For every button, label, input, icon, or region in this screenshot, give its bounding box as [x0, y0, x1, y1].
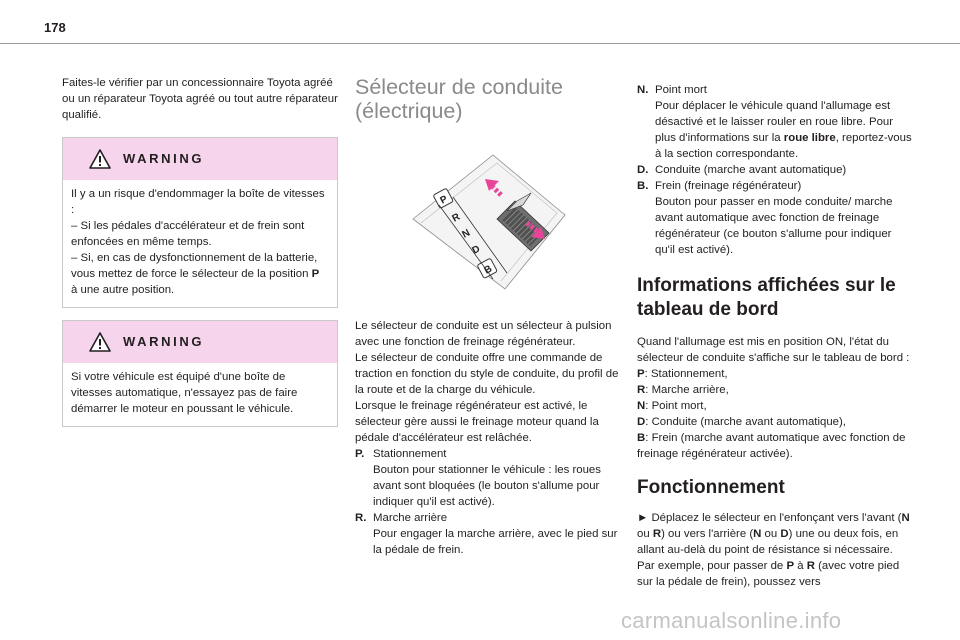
warning-title: WARNING [123, 334, 205, 349]
gear-selector-illustration [393, 147, 583, 297]
definition-D: D. Conduite (marche avant automatique) [637, 164, 847, 176]
column-right [637, 82, 913, 590]
warning-header [63, 321, 337, 363]
info-item: N: Point mort, [637, 400, 707, 412]
info-item: D: Conduite (marche avant automatique), [637, 416, 846, 428]
key-label: N [460, 227, 473, 241]
key-label: P [438, 193, 450, 207]
warning-triangle-icon [89, 332, 111, 352]
info-item: B: Frein (marche avant automatique avec fonction de freinage régénérateur activée). [637, 432, 906, 460]
definition-P: P. Stationnement Bouton pour stationner le véhicule : les roues avant sont bloquées (le bouton s'allume pour indiquer qu'il est activé). [355, 448, 601, 508]
body-paragraph: Le sélecteur de conduite est un sélecteur à pulsion avec une fonction de freinage régénérateur. [355, 320, 612, 348]
page-number: 178 [44, 20, 66, 35]
warning-title: WARNING [123, 151, 205, 166]
warning-line: – Si les pédales d'accélérateur et de frein sont enfoncées en même temps. [71, 220, 305, 248]
intro-text: Faites-le vérifier par un concessionnaire Toyota agréé ou un réparateur Toyota agréé ou tout autre réparateur qualifié. [62, 77, 338, 121]
key-label: R [450, 211, 463, 225]
heading-dashboard-info: Informations affichées sur le tableau de bord [637, 275, 896, 320]
warning-box-2 [62, 320, 338, 427]
info-intro: Quand l'allumage est mis en position ON, l'état du sélecteur de conduite s'affiche sur le tableau de bord : [637, 336, 910, 364]
key-label: D [470, 243, 483, 257]
bullet-arrow-icon: ► [637, 512, 649, 524]
heading-operation: Fonctionnement [637, 477, 785, 498]
warning-box-1 [62, 137, 338, 308]
warning-line: Il y a un risque d'endommager la boîte de vitesses : [71, 188, 325, 216]
key-label: B [482, 263, 495, 277]
operation-step: ► Déplacez le sélecteur en l'enfonçant vers l'avant (N ou R) ou vers l'arrière (N ou D) une ou deux fois, en allant au-delà du point de résistance si nécessaire. [637, 512, 910, 556]
column-middle [355, 75, 623, 558]
definition-N: N. Point mort Pour déplacer le véhicule quand l'allumage est désactivé et le laisser rouler en roue libre. Pour plus d'informations sur la roue libre, reportez-vous à la section correspondante. [637, 84, 912, 160]
warning-body [63, 363, 337, 426]
warning-line: – Si, en cas de dysfonctionnement de la batterie, vous mettez de force le sélecteur de la position P à une autre position. [71, 252, 320, 296]
info-item: R: Marche arrière, [637, 384, 729, 396]
operation-example: Par exemple, pour passer de P à R (avec votre pied sur la pédale de frein), poussez vers [637, 560, 900, 588]
section-title: Sélecteur de conduite (électrique) [355, 75, 563, 123]
warning-body [63, 180, 337, 307]
header-rule [0, 43, 960, 44]
column-left [62, 75, 338, 427]
body-paragraph: Lorsque le freinage régénérateur est activé, le sélecteur gère aussi le freinage moteur quand la pédale d'accélérateur est relâchée. [355, 400, 599, 444]
info-item: P: Stationnement, [637, 368, 728, 380]
definition-B: B. Frein (freinage régénérateur) Bouton pour passer en mode conduite/ marche avant automatique avec fonction de freinage régénérateur (ce bouton s'allume pour indiquer qu'il est activé). [637, 180, 893, 256]
body-paragraph: Le sélecteur de conduite offre une commande de traction en fonction du style de conduite, du profil de la route et de la charge du véhicule. [355, 352, 619, 396]
definition-R: R. Marche arrière Pour engager la marche arrière, avec le pied sur la pédale de frein. [355, 512, 618, 556]
warning-text: Si votre véhicule est équipé d'une boîte de vitesses automatique, n'essayez pas de faire démarrer le moteur en poussant le véhicule. [71, 371, 298, 415]
warning-triangle-icon [89, 149, 111, 169]
warning-header [63, 138, 337, 180]
watermark: carmanualsonline.info [621, 608, 842, 633]
